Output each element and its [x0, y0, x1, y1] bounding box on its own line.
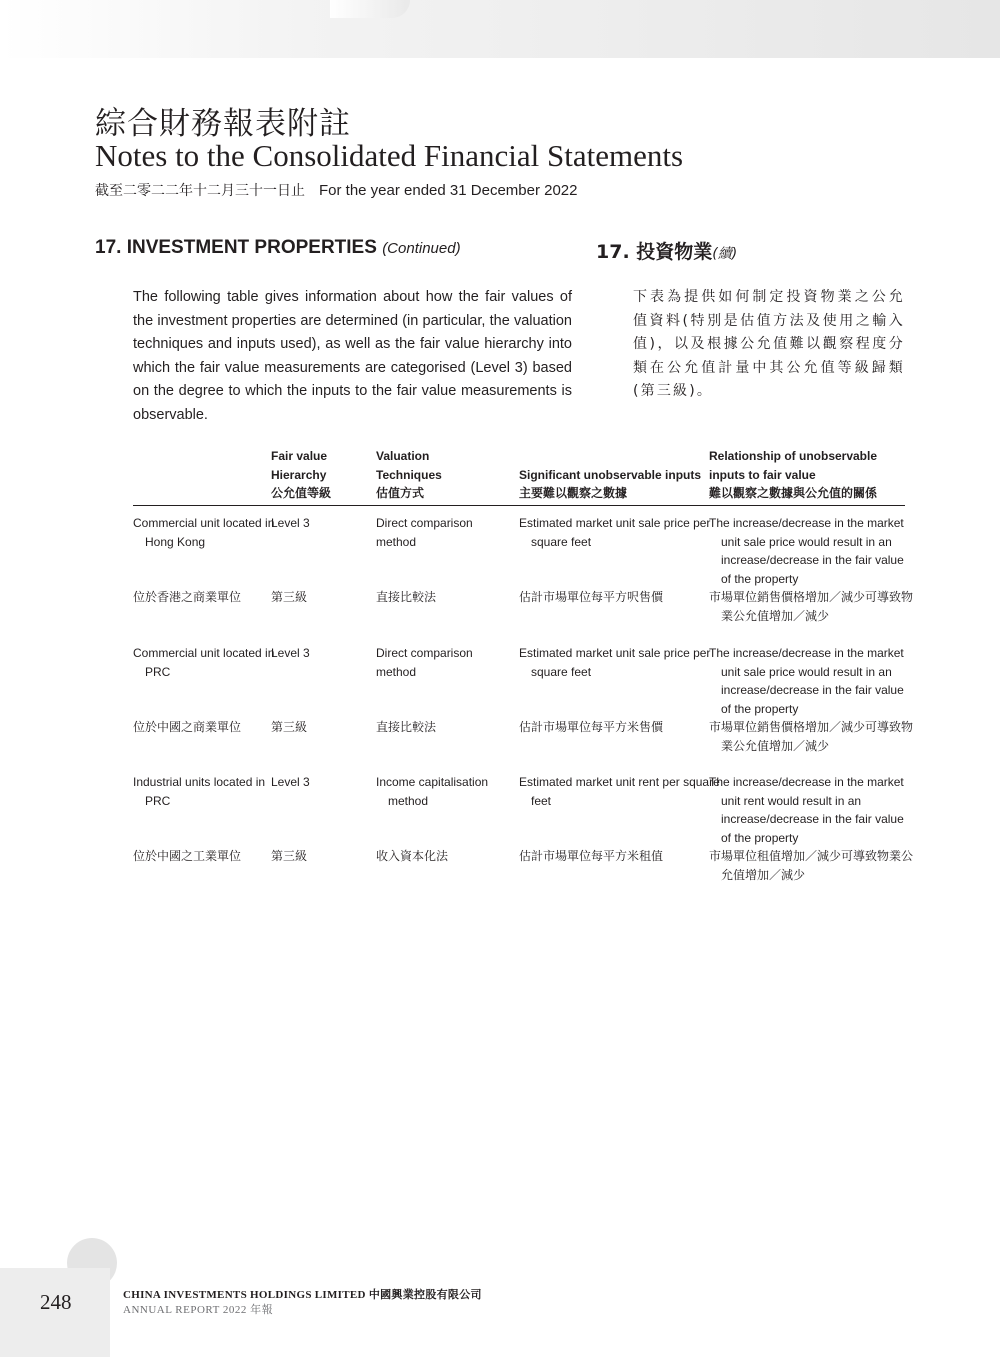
continued-label-en: (Continued)	[382, 240, 461, 257]
header-line: Hierarchy	[271, 467, 327, 482]
level-cell: Level 3	[271, 516, 310, 530]
header-band	[0, 0, 1000, 58]
footer-report-name: ANNUAL REPORT 2022 年報	[123, 1304, 274, 1316]
header-line: Significant unobservable inputs	[519, 467, 702, 482]
header-line: 主要難以觀察之數據	[519, 486, 628, 501]
relationship-cell: The increase/decrease in the market unit sale price would result in an increase/decrease in the fair value of the property	[709, 516, 904, 586]
technique-cell-zh: 收入資本化法	[376, 849, 449, 863]
input-cell: Estimated market unit rent per square feet	[519, 775, 720, 808]
header-relationship	[709, 447, 877, 503]
relationship-cell-zh: 市場單位租值增加／減少可導致物業公允值增加／減少	[709, 849, 914, 882]
input-cell: Estimated market unit sale price per square feet	[519, 646, 711, 679]
input-cell-zh: 估計市場單位每平方米售價	[519, 720, 664, 734]
header-line: Fair value	[271, 449, 328, 464]
section-heading-en	[95, 237, 461, 259]
technique-cell: Income capitalisation method	[376, 775, 489, 808]
section-heading-zh	[596, 237, 737, 264]
technique-cell: Direct comparison method	[376, 516, 473, 549]
footer-company-name: CHINA INVESTMENTS HOLDINGS LIMITED 中國興業控股有限公司	[123, 1289, 482, 1301]
header-line: 難以觀察之數據與公允值的關係	[709, 486, 878, 501]
table-header	[133, 450, 905, 506]
header-line: inputs to fair value	[709, 467, 816, 482]
header-line: Valuation	[376, 449, 430, 464]
intro-paragraph-en: The following table gives information about how the fair values of the investment properties are determined (in particular, the valuation techniques and inputs used), as well as the fair value hierarchy into which the fair value measurements are categorised (Level 3) based on the degree to which the inputs to the fair value measurements is observable.	[133, 289, 572, 423]
header-significant-inputs	[519, 466, 701, 503]
property-cell-zh: 位於中國之工業單位	[133, 849, 242, 863]
technique-cell-zh: 直接比較法	[376, 590, 437, 604]
input-cell: Estimated market unit sale price per square feet	[519, 516, 711, 549]
subtitle-en: For the year ended 31 December 2022	[319, 182, 578, 199]
property-cell: Industrial units located in PRC	[133, 775, 266, 808]
relationship-cell: The increase/decrease in the market unit rent would result in an increase/decrease in the fair value of the property	[709, 775, 904, 845]
relationship-cell: The increase/decrease in the market unit sale price would result in an increase/decrease in the fair value of the property	[709, 646, 904, 716]
subtitle-zh: 截至二零二二年十二月三十一日止	[95, 183, 305, 199]
header-line: Relationship of unobservable	[709, 449, 878, 464]
header-line: 公允值等級	[271, 486, 332, 501]
relationship-cell-zh: 市場單位銷售價格增加／減少可導致物業公允值增加／減少	[709, 720, 914, 753]
header-fair-value-hierarchy	[271, 447, 331, 503]
intro-paragraph-zh: 下表為提供如何制定投資物業之公允值資料(特別是估值方法及使用之輸入值)，以及根據公允值難以觀察程度分類在公允值計量中其公允值等級歸類(第三級)。	[633, 289, 905, 400]
property-cell-zh: 位於香港之商業單位	[133, 590, 242, 604]
level-cell-zh: 第三級	[271, 720, 308, 734]
level-cell-zh: 第三級	[271, 849, 308, 863]
section-heading-zh-text: 17. 投資物業	[596, 241, 713, 263]
page-title-zh: 綜合財務報表附註	[95, 106, 351, 142]
level-cell-zh: 第三級	[271, 590, 308, 604]
input-cell-zh: 估計市場單位每平方呎售價	[519, 590, 664, 604]
property-cell: Commercial unit located in Hong Kong	[133, 516, 275, 549]
page-title-en: Notes to the Consolidated Financial Statements	[95, 138, 684, 173]
page-subtitle	[95, 180, 578, 200]
property-cell-zh: 位於中國之商業單位	[133, 720, 242, 734]
level-cell: Level 3	[271, 775, 310, 789]
section-heading-en-text: 17. INVESTMENT PROPERTIES	[95, 237, 377, 258]
header-band-wedge	[330, 0, 410, 18]
header-line: Techniques	[376, 467, 442, 482]
input-cell-zh: 估計市場單位每平方米租值	[519, 849, 664, 863]
property-cell: Commercial unit located in PRC	[133, 646, 275, 679]
level-cell: Level 3	[271, 646, 310, 660]
technique-cell: Direct comparison method	[376, 646, 473, 679]
header-line: 估值方式	[376, 486, 425, 501]
continued-label-zh: (續)	[712, 246, 738, 262]
technique-cell-zh: 直接比較法	[376, 720, 437, 734]
relationship-cell-zh: 市場單位銷售價格增加／減少可導致物業公允值增加／減少	[709, 590, 914, 623]
page-number: 248	[40, 1290, 72, 1314]
header-valuation-techniques	[376, 447, 442, 503]
